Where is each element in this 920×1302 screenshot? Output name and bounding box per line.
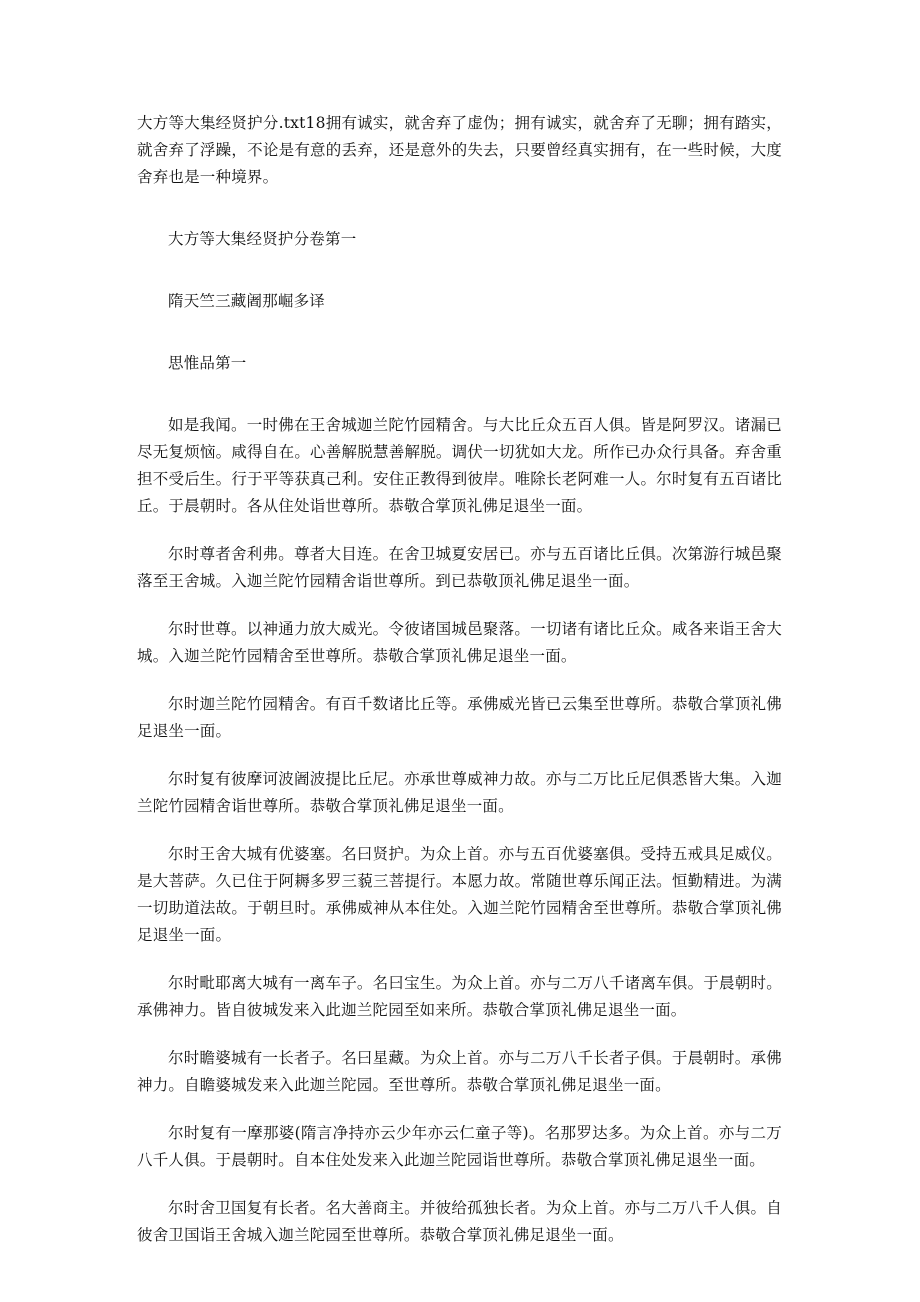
body-paragraph: 如是我闻。一时佛在王舍城迦兰陀竹园精舍。与大比丘众五百人俱。皆是阿罗汉。诸漏已尽无复烦恼。咸得自在。心善解脱慧善解脱。调伏一切犹如大龙。所作已办众行具备。弃舍重担不受后生。行于平等获真己利。安住正教得到彼岸。唯除长老阿难一人。尔时复有五百诸比丘。于晨朝时。各从住处诣世尊所。恭敬合掌顶礼佛足退坐一面。 (137, 416, 782, 515)
volume-title: 大方等大集经贤护分卷第一 (168, 230, 357, 248)
body-paragraph: 尔时毗耶离大城有一离车子。名曰宝生。为众上首。亦与二万八千诸离车俱。于晨朝时。承佛神力。皆自彼城发来入此迦兰陀园至如来所。恭敬合掌顶礼佛足退坐一面。 (137, 974, 782, 1019)
translator-line: 隋天竺三藏阇那崛多译 (168, 292, 326, 310)
body-paragraph: 尔时王舍大城有优婆塞。名曰贤护。为众上首。亦与五百优婆塞俱。受持五戒具足威仪。是大菩萨。久已住于阿耨多罗三藐三菩提行。本愿力故。常随世尊乐闻正法。恒勤精进。为满一切助道法故。于朝旦时。承佛威神从本住处。入迦兰陀竹园精舍至世尊所。恭敬合掌顶礼佛足退坐一面。 (137, 845, 782, 944)
body-paragraph: 尔时舍卫国复有长者。名大善商主。并彼给孤独长者。为众上首。亦与二万八千人俱。自彼舍卫国诣王舍城入迦兰陀园至世尊所。恭敬合掌顶礼佛足退坐一面。 (137, 1199, 782, 1244)
body-paragraph: 尔时迦兰陀竹园精舍。有百千数诸比丘等。承佛威光皆已云集至世尊所。恭敬合掌顶礼佛足退坐一面。 (137, 695, 782, 740)
chapter-title: 思惟品第一 (168, 354, 247, 372)
intro-paragraph: 大方等大集经贤护分.txt18拥有诚实，就舍弃了虚伪；拥有诚实，就舍弃了无聊；拥有踏实，就舍弃了浮躁，不论是有意的丢弃，还是意外的失去，只要曾经真实拥有，在一些时候，大度舍弃也是一种境界。 (137, 114, 782, 186)
body-paragraph: 尔时世尊。以神通力放大威光。令彼诸国城邑聚落。一切诸有诸比丘众。咸各来诣王舍大城。入迦兰陀竹园精舍至世尊所。恭敬合掌顶礼佛足退坐一面。 (137, 620, 782, 665)
document-page (137, 110, 782, 1270)
body-paragraph: 尔时复有彼摩诃波阇波提比丘尼。亦承世尊威神力故。亦与二万比丘尼俱悉皆大集。入迦兰陀竹园精舍诣世尊所。恭敬合掌顶礼佛足退坐一面。 (137, 770, 782, 815)
body-paragraph: 尔时尊者舍利弗。尊者大目连。在舍卫城夏安居已。亦与五百诸比丘俱。次第游行城邑聚落至王舍城。入迦兰陀竹园精舍诣世尊所。到已恭敬顶礼佛足退坐一面。 (137, 545, 782, 590)
body-paragraph: 尔时复有一摩那婆(隋言净持亦云少年亦云仁童子等)。名那罗达多。为众上首。亦与二万八千人俱。于晨朝时。自本住处发来入此迦兰陀园诣世尊所。恭敬合掌顶礼佛足退坐一面。 (137, 1124, 782, 1169)
body-paragraph: 尔时瞻婆城有一长者子。名曰星藏。为众上首。亦与二万八千长者子俱。于晨朝时。承佛神力。自瞻婆城发来入此迦兰陀园。至世尊所。恭敬合掌顶礼佛足退坐一面。 (137, 1049, 782, 1094)
